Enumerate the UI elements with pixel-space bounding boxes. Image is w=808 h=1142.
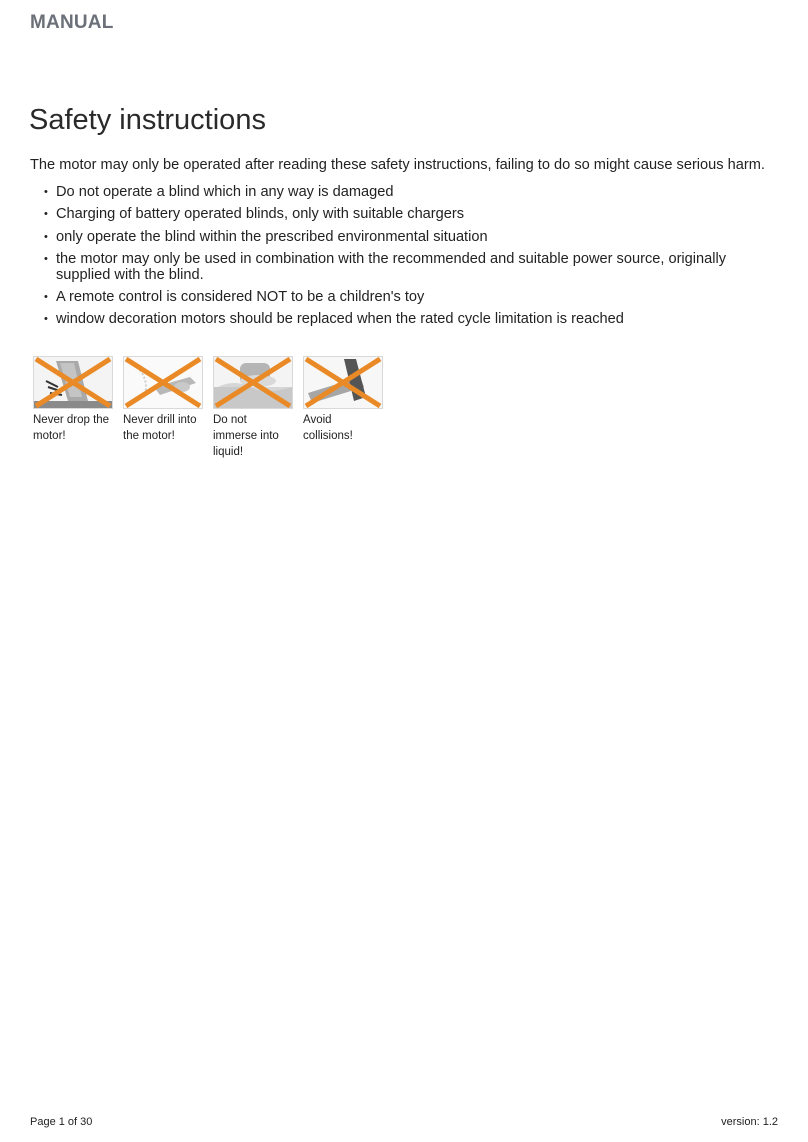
page-title: Safety instructions <box>29 104 266 136</box>
safety-list <box>30 184 770 334</box>
list-item: • Do not operate a blind which in any way is damaged <box>44 184 394 200</box>
bullet-icon: • <box>44 208 48 221</box>
version-label: version: 1.2 <box>721 1116 778 1128</box>
collision-prohibited-icon <box>303 356 383 409</box>
bullet-icon: • <box>44 186 48 198</box>
list-item: • the motor may only be used in combination with the recommended and suitable power source, originally supplied with the blind. <box>44 250 727 283</box>
intro-paragraph: The motor may only be operated after reading these safety instructions, failing to do so might cause serious harm. <box>30 157 765 173</box>
drill-motor-prohibited-icon <box>123 356 203 409</box>
manual-header: MANUAL <box>30 12 114 33</box>
bullet-icon: • <box>44 313 48 326</box>
list-item: • A remote control is considered NOT to be a children's toy <box>44 289 425 306</box>
list-item: • Charging of battery operated blinds, only with suitable chargers <box>44 206 465 223</box>
bullet-icon: • <box>44 291 48 304</box>
drop-motor-prohibited-icon <box>33 356 113 409</box>
warning-label: Avoid collisions! <box>303 414 353 442</box>
warning-card-collision <box>303 356 383 460</box>
list-item: • window decoration motors should be replaced when the rated cycle limitation is reached <box>44 311 624 328</box>
warning-card-drill <box>123 356 203 460</box>
warning-label: Never drop the motor! <box>33 414 110 442</box>
warning-card-drop <box>33 356 113 460</box>
immerse-liquid-prohibited-icon <box>213 356 293 409</box>
warning-card-immerse <box>213 356 293 460</box>
list-item: • only operate the blind within the prescribed environmental situation <box>44 228 488 245</box>
warning-label: Never drill into the motor! <box>123 414 197 442</box>
warning-label: Do not immerse into liquid! <box>213 414 279 458</box>
warning-icons-row <box>33 356 393 460</box>
page-number: Page 1 of 30 <box>30 1116 93 1128</box>
bullet-icon: • <box>44 252 48 265</box>
bullet-icon: • <box>44 230 48 243</box>
